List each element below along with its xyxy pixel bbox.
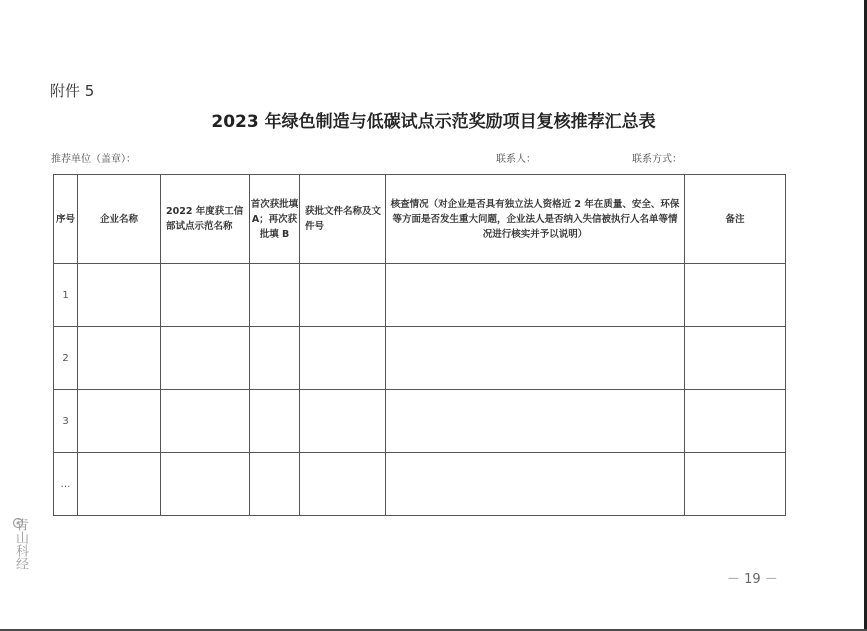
watermark-text: 青山科经 <box>13 518 28 570</box>
summary-table <box>53 174 786 516</box>
contact-person-label: 联系人： <box>496 154 536 165</box>
approval-document-cell[interactable] <box>300 453 386 516</box>
approval-document-cell[interactable] <box>300 390 386 453</box>
pilot-demo-name-cell[interactable] <box>161 327 250 390</box>
table-row <box>54 327 786 390</box>
header-review-status: 核查情况（对企业是否具有独立法人资格近 2 年在质量、安全、环保等方面是否发生重大问题，企业法人是否纳入失信被执行人名单等情况进行核实并予以说明） <box>386 175 685 264</box>
pilot-demo-name-cell[interactable] <box>161 453 250 516</box>
remarks-cell[interactable] <box>685 264 786 327</box>
company-name-cell[interactable] <box>78 453 161 516</box>
table-header-row <box>54 175 786 264</box>
remarks-cell[interactable] <box>685 453 786 516</box>
approval-type-cell[interactable] <box>250 390 300 453</box>
row-seq-cell: 1 <box>54 264 78 327</box>
header-approval-document: 获批文件名称及文件号 <box>300 175 386 264</box>
pilot-demo-name-cell[interactable] <box>161 390 250 453</box>
row-seq-cell: … <box>54 453 78 516</box>
header-approval-type: 首次获批填 A；再次获批填 B <box>250 175 300 264</box>
recommender-label: 推荐单位（盖章）： <box>51 154 136 165</box>
contact-phone-label: 联系方式： <box>632 154 682 165</box>
remarks-cell[interactable] <box>685 327 786 390</box>
attachment-label: 附件 5 <box>50 82 95 100</box>
table-row <box>54 264 786 327</box>
review-status-cell[interactable] <box>386 327 685 390</box>
document-title: 2023 年绿色制造与低碳试点示范奖励项目复核推荐汇总表 <box>211 112 656 132</box>
remarks-cell[interactable] <box>685 390 786 453</box>
table-row <box>54 390 786 453</box>
approval-type-cell[interactable] <box>250 327 300 390</box>
review-status-cell[interactable] <box>386 264 685 327</box>
row-seq-cell: 2 <box>54 327 78 390</box>
table-row <box>54 453 786 516</box>
header-remarks: 备注 <box>685 175 786 264</box>
header-company-name: 企业名称 <box>78 175 161 264</box>
header-pilot-demo-name: 2022 年度获工信部试点示范名称 <box>161 175 250 264</box>
header-seq: 序号 <box>54 175 78 264</box>
row-seq-cell: 3 <box>54 390 78 453</box>
company-name-cell[interactable] <box>78 327 161 390</box>
approval-type-cell[interactable] <box>250 453 300 516</box>
review-status-cell[interactable] <box>386 390 685 453</box>
company-name-cell[interactable] <box>78 390 161 453</box>
approval-type-cell[interactable] <box>250 264 300 327</box>
approval-document-cell[interactable] <box>300 327 386 390</box>
review-status-cell[interactable] <box>386 453 685 516</box>
page-number: － 19 － <box>727 572 778 587</box>
company-name-cell[interactable] <box>78 264 161 327</box>
approval-document-cell[interactable] <box>300 264 386 327</box>
pilot-demo-name-cell[interactable] <box>161 264 250 327</box>
